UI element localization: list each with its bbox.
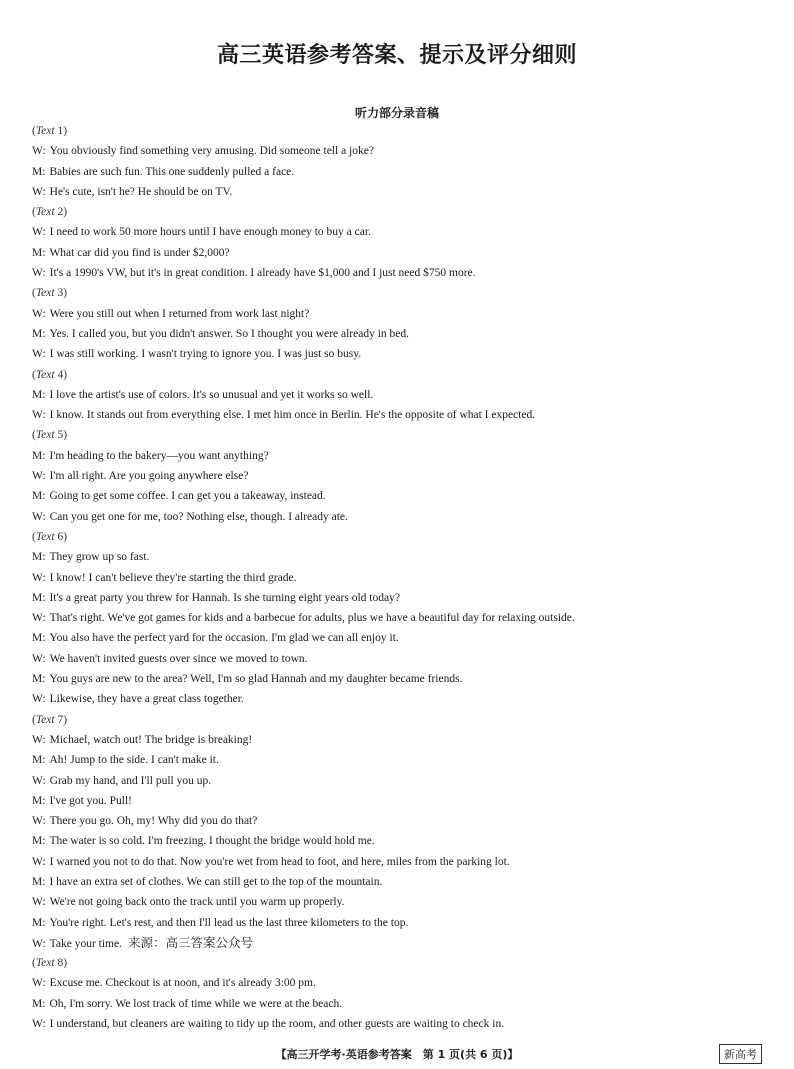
dialogue-line: W: I know! I can't believe they're starting the third grade. bbox=[32, 571, 297, 584]
dialogue-text: I love the artist's use of colors. It's so unusual and yet it works so well. bbox=[49, 388, 374, 401]
dialogue-text: Take your time. bbox=[49, 937, 122, 950]
text-section-label: Text bbox=[35, 125, 55, 137]
dialogue-text: I've got you. Pull! bbox=[49, 794, 133, 807]
speaker-label: W bbox=[32, 226, 43, 239]
dialogue-line: M: I'm heading to the bakery—you want anything? bbox=[32, 449, 269, 462]
dialogue-text: Michael, watch out! The bridge is breaking! bbox=[49, 733, 253, 746]
speaker-label: M bbox=[32, 490, 43, 503]
text-section-number: 4 bbox=[57, 368, 64, 381]
speaker-label: M bbox=[32, 835, 43, 848]
dialogue-line: M: I've got you. Pull! bbox=[32, 794, 133, 807]
section-subtitle: 听力部分录音稿 bbox=[354, 106, 439, 120]
speaker-label: M bbox=[32, 449, 43, 462]
dialogue-line: M: Babies are such fun. This one suddenly pulled a face. bbox=[32, 165, 295, 178]
speaker-label: W bbox=[32, 267, 43, 280]
dialogue-line: W: You obviously find something very amusing. Did someone tell a joke? bbox=[32, 145, 374, 158]
speaker-label: W bbox=[32, 733, 43, 746]
dialogue-line: M: It's a great party you threw for Hannah. Is she turning eight years old today? bbox=[32, 591, 400, 604]
dialogue-text: You also have the perfect yard for the occasion. I'm glad we can all enjoy it. bbox=[49, 632, 399, 645]
text-section-label: Text bbox=[35, 530, 55, 543]
dialogue-line: M: You also have the perfect yard for the occasion. I'm glad we can all enjoy it. bbox=[32, 632, 399, 645]
speaker-label: W bbox=[32, 1018, 43, 1031]
text-section-label: Text bbox=[35, 713, 55, 726]
text-section-label: Text bbox=[35, 429, 55, 442]
dialogue-text: You're right. Let's rest, and then I'll lead us the last three kilometers to the top. bbox=[49, 916, 409, 929]
dialogue-text: That's right. We've got games for kids and a barbecue for adults, plus we have a beautiful day for relaxing outside. bbox=[49, 612, 575, 625]
speaker-label: W bbox=[32, 612, 43, 625]
text-section-header: (Text 2) bbox=[32, 206, 68, 219]
speaker-label: W bbox=[32, 937, 43, 950]
dialogue-text: I understand, but cleaners are waiting to tidy up the room, and other guests are waiting to check in. bbox=[49, 1018, 505, 1031]
speaker-label: M bbox=[32, 165, 43, 178]
dialogue-text: Grab my hand, and I'll pull you up. bbox=[49, 774, 212, 787]
dialogue-text: Ah! Jump to the side. I can't make it. bbox=[49, 754, 219, 767]
exam-badge: 新高考 bbox=[719, 1044, 762, 1064]
text-section-header: (Text 6) bbox=[32, 530, 68, 543]
speaker-label: W bbox=[32, 185, 43, 198]
dialogue-line: W: I warned you not to do that. Now you're wet from head to foot, and here, miles from the parking lot. bbox=[32, 855, 510, 868]
dialogue-line: W: Excuse me. Checkout is at noon, and it's already 3:00 pm. bbox=[32, 977, 316, 990]
speaker-label: W bbox=[32, 652, 43, 665]
dialogue-text: There you go. Oh, my! Why did you do that? bbox=[49, 815, 258, 828]
text-section-number: 8 bbox=[57, 957, 64, 970]
dialogue-line: W: Likewise, they have a great class together. bbox=[32, 693, 244, 706]
speaker-label: M bbox=[32, 327, 43, 340]
text-section-header: (Text 7) bbox=[32, 713, 68, 726]
dialogue-text: Going to get some coffee. I can get you a takeaway, instead. bbox=[49, 490, 326, 503]
speaker-label: W bbox=[32, 348, 43, 361]
dialogue-text: It's a 1990's VW, but it's in great condition. I already have $1,000 and I just need $750 more. bbox=[49, 267, 476, 280]
dialogue-line: W: I'm all right. Are you going anywhere else? bbox=[32, 470, 249, 483]
speaker-label: W bbox=[32, 896, 43, 909]
speaker-label: M bbox=[32, 916, 43, 929]
speaker-label: M bbox=[32, 591, 43, 604]
text-section-header: (Text 1) bbox=[32, 125, 68, 137]
text-section-header: (Text 8) bbox=[32, 957, 68, 970]
dialogue-line: M: You're right. Let's rest, and then I'll lead us the last three kilometers to the top. bbox=[32, 916, 409, 929]
dialogue-text: We haven't invited guests over since we moved to town. bbox=[49, 652, 308, 665]
transcript-body bbox=[32, 121, 772, 1034]
text-section-number: 3 bbox=[57, 287, 64, 300]
dialogue-text: Excuse me. Checkout is at noon, and it's already 3:00 pm. bbox=[49, 977, 316, 990]
dialogue-line: W: Take your time. 来源：高三答案公众号 bbox=[32, 934, 253, 950]
dialogue-text: Can you get one for me, too? Nothing else, though. I already ate. bbox=[49, 510, 348, 523]
dialogue-text: He's cute, isn't he? He should be on TV. bbox=[49, 185, 233, 198]
speaker-label: W bbox=[32, 145, 43, 158]
text-section-header: (Text 3) bbox=[32, 287, 68, 300]
speaker-label: M bbox=[32, 754, 43, 767]
dialogue-line: W: He's cute, isn't he? He should be on TV. bbox=[32, 185, 233, 198]
dialogue-line: W: That's right. We've got games for kids and a barbecue for adults, plus we have a beautiful day for relaxing outside. bbox=[32, 612, 575, 625]
dialogue-line: M: Yes. I called you, but you didn't answer. So I thought you were already in bed. bbox=[32, 327, 410, 340]
speaker-label: M bbox=[32, 794, 43, 807]
dialogue-line: M: Going to get some coffee. I can get you a takeaway, instead. bbox=[32, 490, 326, 503]
dialogue-text: Yes. I called you, but you didn't answer. So I thought you were already in bed. bbox=[49, 327, 410, 340]
speaker-label: W bbox=[32, 409, 43, 422]
text-section-number: 1 bbox=[57, 125, 64, 137]
dialogue-line: M: Oh, I'm sorry. We lost track of time while we were at the beach. bbox=[32, 997, 343, 1010]
page-footer: 【高三开学考·英语参考答案 第 1 页(共 6 页)】 bbox=[275, 1048, 519, 1061]
speaker-label: M bbox=[32, 246, 43, 259]
speaker-label: M bbox=[32, 632, 43, 645]
speaker-label: W bbox=[32, 693, 43, 706]
dialogue-line: W: There you go. Oh, my! Why did you do that? bbox=[32, 815, 258, 828]
speaker-label: W bbox=[32, 774, 43, 787]
speaker-label: M bbox=[32, 875, 43, 888]
dialogue-text: I was still working. I wasn't trying to ignore you. I was just so busy. bbox=[49, 348, 362, 361]
speaker-label: W bbox=[32, 571, 43, 584]
dialogue-text: I know! I can't believe they're starting the third grade. bbox=[49, 571, 297, 584]
dialogue-line: M: I have an extra set of clothes. We can still get to the top of the mountain. bbox=[32, 875, 383, 888]
dialogue-text: I have an extra set of clothes. We can still get to the top of the mountain. bbox=[49, 875, 383, 888]
dialogue-line: W: I understand, but cleaners are waiting to tidy up the room, and other guests are waiting to check in. bbox=[32, 1018, 505, 1031]
dialogue-text: I'm heading to the bakery—you want anything? bbox=[49, 449, 269, 462]
dialogue-text: We're not going back onto the track until you warm up properly. bbox=[49, 896, 345, 909]
dialogue-text: It's a great party you threw for Hannah. Is she turning eight years old today? bbox=[49, 591, 400, 604]
text-section-label: Text bbox=[35, 957, 55, 970]
speaker-label: W bbox=[32, 977, 43, 990]
document-title: 高三英语参考答案、提示及评分细则 bbox=[216, 43, 577, 68]
dialogue-text: I need to work 50 more hours until I have enough money to buy a car. bbox=[49, 226, 371, 239]
dialogue-line: W: Were you still out when I returned from work last night? bbox=[32, 307, 310, 320]
dialogue-line: M: Ah! Jump to the side. I can't make it. bbox=[32, 754, 219, 767]
dialogue-line: W: I was still working. I wasn't trying to ignore you. I was just so busy. bbox=[32, 348, 362, 361]
dialogue-line: W: It's a 1990's VW, but it's in great condition. I already have $1,000 and I just need $750 more. bbox=[32, 267, 476, 280]
dialogue-line: M: The water is so cold. I'm freezing. I thought the bridge would hold me. bbox=[32, 835, 375, 848]
speaker-label: W bbox=[32, 307, 43, 320]
dialogue-text: Oh, I'm sorry. We lost track of time while we were at the beach. bbox=[49, 997, 343, 1010]
dialogue-text: I'm all right. Are you going anywhere else? bbox=[49, 470, 249, 483]
speaker-label: W bbox=[32, 855, 43, 868]
dialogue-text: They grow up so fast. bbox=[49, 551, 150, 564]
dialogue-text: Likewise, they have a great class together. bbox=[49, 693, 244, 706]
dialogue-line: W: Can you get one for me, too? Nothing else, though. I already ate. bbox=[32, 510, 348, 523]
text-section-label: Text bbox=[35, 368, 55, 381]
speaker-label: W bbox=[32, 470, 43, 483]
dialogue-line: M: I love the artist's use of colors. It's so unusual and yet it works so well. bbox=[32, 388, 374, 401]
text-section-header: (Text 5) bbox=[32, 429, 68, 442]
text-section-number: 6 bbox=[57, 530, 64, 543]
dialogue-text: I warned you not to do that. Now you're wet from head to foot, and here, miles from the parking lot. bbox=[49, 855, 510, 868]
dialogue-line: M: They grow up so fast. bbox=[32, 551, 150, 564]
dialogue-line: M: What car did you find is under $2,000? bbox=[32, 246, 230, 259]
dialogue-text: I know. It stands out from everything else. I met him once in Berlin. He's the opposite of what I expected. bbox=[49, 409, 536, 422]
dialogue-line: W: We're not going back onto the track until you warm up properly. bbox=[32, 896, 345, 909]
dialogue-line: W: I know. It stands out from everything else. I met him once in Berlin. He's the opposite of what I expected. bbox=[32, 409, 536, 422]
speaker-label: M bbox=[32, 673, 43, 686]
speaker-label: M bbox=[32, 388, 43, 401]
dialogue-text: What car did you find is under $2,000? bbox=[49, 246, 230, 259]
dialogue-line: W: I need to work 50 more hours until I have enough money to buy a car. bbox=[32, 226, 371, 239]
text-section-label: Text bbox=[35, 206, 55, 219]
text-section-number: 2 bbox=[57, 206, 64, 219]
source-watermark: 来源：高三答案公众号 bbox=[127, 934, 253, 950]
speaker-label: W bbox=[32, 510, 43, 523]
text-section-label: Text bbox=[35, 287, 55, 300]
dialogue-line: W: Grab my hand, and I'll pull you up. bbox=[32, 774, 212, 787]
text-section-header: (Text 4) bbox=[32, 368, 68, 381]
speaker-label: M bbox=[32, 551, 43, 564]
dialogue-text: You guys are new to the area? Well, I'm so glad Hannah and my daughter became friends. bbox=[49, 673, 463, 686]
text-section-number: 5 bbox=[57, 429, 64, 442]
speaker-label: M bbox=[32, 997, 43, 1010]
dialogue-text: You obviously find something very amusing. Did someone tell a joke? bbox=[49, 145, 374, 158]
dialogue-text: Babies are such fun. This one suddenly pulled a face. bbox=[49, 165, 295, 178]
dialogue-line: W: Michael, watch out! The bridge is breaking! bbox=[32, 733, 253, 746]
dialogue-line: W: We haven't invited guests over since we moved to town. bbox=[32, 652, 308, 665]
text-section-number: 7 bbox=[57, 713, 64, 726]
speaker-label: W bbox=[32, 815, 43, 828]
dialogue-text: Were you still out when I returned from work last night? bbox=[49, 307, 310, 320]
dialogue-text: The water is so cold. I'm freezing. I thought the bridge would hold me. bbox=[49, 835, 375, 848]
dialogue-line: M: You guys are new to the area? Well, I'm so glad Hannah and my daughter became friends. bbox=[32, 673, 463, 686]
